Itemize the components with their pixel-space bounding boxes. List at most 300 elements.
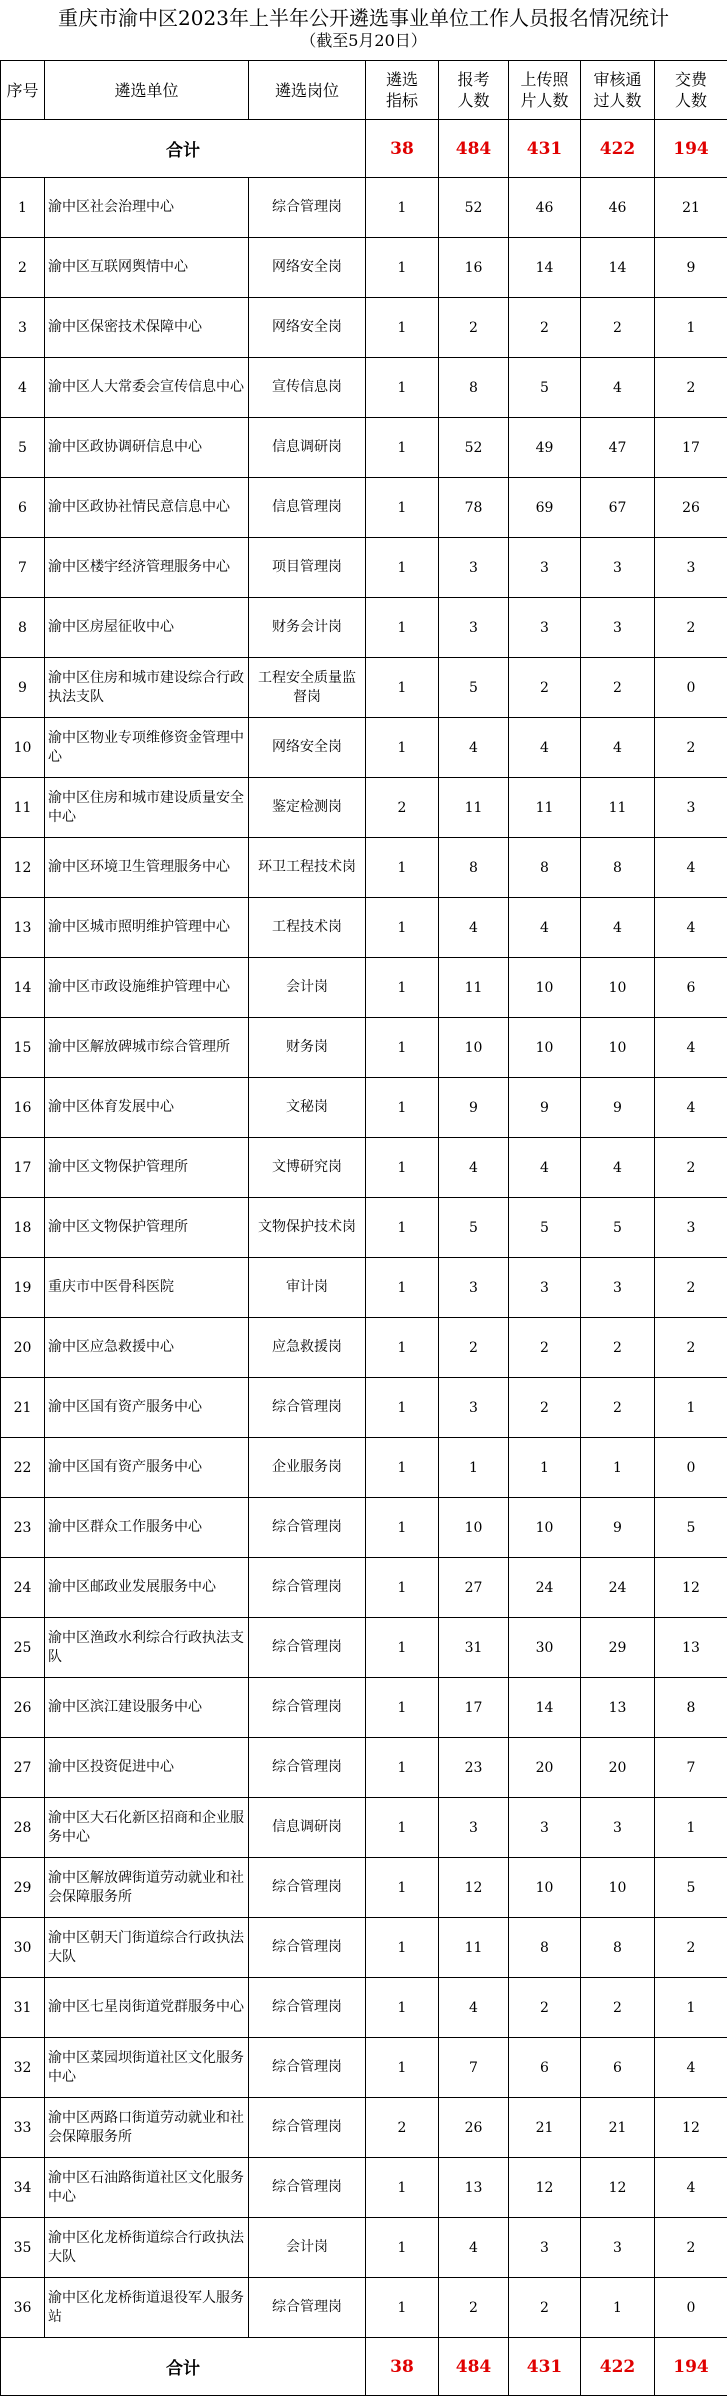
total-value: 38 [366,2338,439,2396]
table-row [1,1918,727,1978]
table-row [1,538,727,598]
unit-cell: 渝中区互联网舆情中心 [45,238,249,298]
number-cell: 1 [655,1378,727,1438]
unit-cell: 渝中区石油路街道社区文化服务中心 [45,2158,249,2218]
number-cell: 2 [439,2278,509,2338]
index-cell: 21 [1,1378,45,1438]
unit-cell: 渝中区市政设施维护管理中心 [45,958,249,1018]
total-value: 431 [509,2338,581,2396]
number-cell: 10 [581,958,655,1018]
number-cell: 3 [509,538,581,598]
table-row [1,238,727,298]
number-cell: 1 [366,898,439,958]
column-header-line: 人数 [674,91,707,110]
number-cell: 26 [655,478,727,538]
post-cell: 综合管理岗 [249,1978,366,2038]
unit-cell: 渝中区解放碑城市综合管理所 [45,1018,249,1078]
number-cell: 2 [655,718,727,778]
number-cell: 10 [581,1018,655,1078]
number-cell: 12 [439,1858,509,1918]
column-header-line: 上传照 [520,70,569,89]
unit-cell: 渝中区住房和城市建设质量安全中心 [45,778,249,838]
number-cell: 27 [439,1558,509,1618]
unit-cell: 渝中区七星岗街道党群服务中心 [45,1978,249,2038]
post-cell: 审计岗 [249,1258,366,1318]
total-row [1,120,727,178]
table-row [1,478,727,538]
index-cell: 6 [1,478,45,538]
unit-cell: 渝中区政协调研信息中心 [45,418,249,478]
number-cell: 5 [655,1498,727,1558]
table-row [1,1138,727,1198]
page-subtitle: （截至5月20日） [300,31,427,50]
number-cell: 11 [581,778,655,838]
number-cell: 17 [439,1678,509,1738]
number-cell: 3 [655,1198,727,1258]
post-cell: 财务会计岗 [249,598,366,658]
number-cell: 6 [509,2038,581,2098]
number-cell: 5 [509,1198,581,1258]
index-cell: 36 [1,2278,45,2338]
post-cell: 项目管理岗 [249,538,366,598]
unit-cell: 渝中区保密技术保障中心 [45,298,249,358]
number-cell: 4 [655,898,727,958]
number-cell: 3 [581,1798,655,1858]
number-cell: 1 [366,238,439,298]
column-header-line: 人数 [457,91,490,110]
number-cell: 3 [509,1258,581,1318]
index-cell: 32 [1,2038,45,2098]
table-row [1,958,727,1018]
unit-cell: 渝中区渔政水利综合行政执法支队 [45,1618,249,1678]
unit-cell: 渝中区群众工作服务中心 [45,1498,249,1558]
unit-cell: 渝中区住房和城市建设综合行政执法支队 [45,658,249,718]
post-cell: 财务岗 [249,1018,366,1078]
number-cell: 8 [655,1678,727,1738]
post-cell: 会计岗 [249,958,366,1018]
post-cell: 综合管理岗 [249,1378,366,1438]
post-cell: 综合管理岗 [249,178,366,238]
column-header [655,61,727,120]
post-cell: 综合管理岗 [249,2158,366,2218]
total-value: 194 [655,120,727,178]
number-cell: 0 [655,2278,727,2338]
number-cell: 12 [655,2098,727,2158]
index-cell: 2 [1,238,45,298]
index-cell: 4 [1,358,45,418]
number-cell: 1 [366,1138,439,1198]
post-cell: 应急救援岗 [249,1318,366,1378]
number-cell: 14 [509,1678,581,1738]
post-cell: 信息调研岗 [249,1798,366,1858]
unit-cell: 渝中区国有资产服务中心 [45,1378,249,1438]
post-cell: 网络安全岗 [249,298,366,358]
number-cell: 1 [581,1438,655,1498]
unit-cell: 渝中区化龙桥街道综合行政执法大队 [45,2218,249,2278]
table-row [1,838,727,898]
number-cell: 69 [509,478,581,538]
number-cell: 2 [509,2278,581,2338]
index-cell: 3 [1,298,45,358]
index-cell: 12 [1,838,45,898]
post-cell: 综合管理岗 [249,1498,366,1558]
unit-cell: 渝中区解放碑街道劳动就业和社会保障服务所 [45,1858,249,1918]
table-row [1,1978,727,2038]
number-cell: 7 [439,2038,509,2098]
total-row [1,2338,727,2396]
number-cell: 16 [439,238,509,298]
number-cell: 8 [439,838,509,898]
number-cell: 4 [655,2158,727,2218]
total-value: 484 [439,120,509,178]
number-cell: 2 [509,1378,581,1438]
number-cell: 1 [366,1318,439,1378]
number-cell: 1 [366,1078,439,1138]
post-cell: 综合管理岗 [249,1678,366,1738]
index-cell: 25 [1,1618,45,1678]
number-cell: 2 [509,658,581,718]
number-cell: 1 [366,958,439,1018]
number-cell: 1 [366,2038,439,2098]
number-cell: 1 [366,1198,439,1258]
total-value: 431 [509,120,581,178]
number-cell: 23 [439,1738,509,1798]
index-cell: 17 [1,1138,45,1198]
unit-cell: 渝中区政协社情民意信息中心 [45,478,249,538]
number-cell: 1 [366,538,439,598]
number-cell: 4 [581,718,655,778]
index-cell: 18 [1,1198,45,1258]
table-header-row [1,61,727,120]
post-cell: 网络安全岗 [249,718,366,778]
number-cell: 4 [509,1138,581,1198]
number-cell: 0 [655,658,727,718]
number-cell: 10 [581,1858,655,1918]
number-cell: 5 [439,1198,509,1258]
number-cell: 1 [655,1798,727,1858]
number-cell: 8 [509,838,581,898]
index-cell: 5 [1,418,45,478]
number-cell: 2 [655,1258,727,1318]
index-cell: 30 [1,1918,45,1978]
post-cell: 会计岗 [249,2218,366,2278]
unit-cell: 渝中区物业专项维修资金管理中心 [45,718,249,778]
number-cell: 3 [439,1798,509,1858]
number-cell: 6 [655,958,727,1018]
column-header [439,61,509,120]
total-label: 合计 [1,120,366,178]
unit-cell: 渝中区菜园坝街道社区文化服务中心 [45,2038,249,2098]
number-cell: 4 [439,898,509,958]
post-cell: 文博研究岗 [249,1138,366,1198]
number-cell: 1 [655,298,727,358]
number-cell: 46 [509,178,581,238]
number-cell: 1 [366,478,439,538]
number-cell: 10 [439,1018,509,1078]
table-row [1,778,727,838]
number-cell: 3 [439,538,509,598]
number-cell: 4 [655,1078,727,1138]
number-cell: 29 [581,1618,655,1678]
table-row [1,1258,727,1318]
column-header-line: 交费 [674,70,707,89]
number-cell: 47 [581,418,655,478]
number-cell: 1 [366,1378,439,1438]
column-header [1,61,45,120]
unit-cell: 渝中区应急救援中心 [45,1318,249,1378]
number-cell: 4 [439,1138,509,1198]
table-row [1,2218,727,2278]
table-row [1,1318,727,1378]
number-cell: 11 [439,958,509,1018]
post-cell: 综合管理岗 [249,1858,366,1918]
index-cell: 31 [1,1978,45,2038]
number-cell: 52 [439,178,509,238]
table-row [1,898,727,958]
number-cell: 2 [655,598,727,658]
number-cell: 2 [581,1318,655,1378]
number-cell: 1 [366,718,439,778]
number-cell: 3 [439,598,509,658]
index-cell: 34 [1,2158,45,2218]
column-header-line: 片人数 [520,91,569,110]
unit-cell: 重庆市中医骨科医院 [45,1258,249,1318]
index-cell: 10 [1,718,45,778]
table-row [1,1738,727,1798]
table-row [1,2278,727,2338]
post-cell: 综合管理岗 [249,1738,366,1798]
number-cell: 21 [509,2098,581,2158]
number-cell: 1 [366,2158,439,2218]
index-cell: 23 [1,1498,45,1558]
table-row [1,1858,727,1918]
table-row [1,1498,727,1558]
number-cell: 1 [581,2278,655,2338]
column-header-line: 遴选单位 [114,80,179,100]
number-cell: 3 [581,2218,655,2278]
table-row [1,1018,727,1078]
number-cell: 1 [366,1798,439,1858]
table-row [1,298,727,358]
number-cell: 2 [655,1318,727,1378]
number-cell: 2 [581,1978,655,2038]
number-cell: 49 [509,418,581,478]
column-header-line: 遴选岗位 [274,80,339,100]
number-cell: 7 [655,1738,727,1798]
number-cell: 10 [509,1018,581,1078]
index-cell: 29 [1,1858,45,1918]
number-cell: 3 [581,1258,655,1318]
number-cell: 5 [509,358,581,418]
number-cell: 2 [655,2218,727,2278]
column-header-line: 报考 [457,70,490,89]
number-cell: 4 [655,838,727,898]
number-cell: 1 [655,1978,727,2038]
post-cell: 工程安全质量监督岗 [249,658,366,718]
number-cell: 12 [655,1558,727,1618]
unit-cell: 渝中区化龙桥街道退役军人服务站 [45,2278,249,2338]
statistics-table [0,60,727,2396]
number-cell: 46 [581,178,655,238]
index-cell: 16 [1,1078,45,1138]
column-header-line: 审核通 [593,70,642,89]
table-row [1,1438,727,1498]
number-cell: 31 [439,1618,509,1678]
number-cell: 11 [509,778,581,838]
post-cell: 综合管理岗 [249,2098,366,2158]
number-cell: 2 [581,298,655,358]
number-cell: 14 [509,238,581,298]
number-cell: 26 [439,2098,509,2158]
post-cell: 综合管理岗 [249,1618,366,1678]
number-cell: 4 [439,718,509,778]
column-header-line: 指标 [385,91,418,110]
number-cell: 9 [581,1078,655,1138]
unit-cell: 渝中区大石化新区招商和企业服务中心 [45,1798,249,1858]
number-cell: 4 [655,1018,727,1078]
number-cell: 1 [366,1018,439,1078]
number-cell: 1 [366,1738,439,1798]
total-label: 合计 [1,2338,366,2396]
post-cell: 鉴定检测岗 [249,778,366,838]
index-cell: 33 [1,2098,45,2158]
unit-cell: 渝中区人大常委会宣传信息中心 [45,358,249,418]
page-title-block [0,0,727,60]
number-cell: 10 [509,958,581,1018]
number-cell: 2 [509,1978,581,2038]
table-row [1,1198,727,1258]
number-cell: 1 [366,838,439,898]
table-row [1,1798,727,1858]
number-cell: 24 [581,1558,655,1618]
unit-cell: 渝中区社会治理中心 [45,178,249,238]
number-cell: 2 [509,298,581,358]
table-row [1,2098,727,2158]
index-cell: 13 [1,898,45,958]
number-cell: 3 [581,538,655,598]
number-cell: 2 [366,778,439,838]
number-cell: 10 [509,1858,581,1918]
page-title: 重庆市渝中区2023年上半年公开遴选事业单位工作人员报名情况统计 [58,6,669,30]
unit-cell: 渝中区滨江建设服务中心 [45,1678,249,1738]
number-cell: 1 [509,1438,581,1498]
index-cell: 24 [1,1558,45,1618]
number-cell: 1 [366,1618,439,1678]
total-value: 194 [655,2338,727,2396]
number-cell: 2 [439,1318,509,1378]
number-cell: 13 [581,1678,655,1738]
number-cell: 1 [366,1438,439,1498]
number-cell: 8 [581,838,655,898]
column-header-line: 过人数 [593,91,642,110]
table-row [1,1678,727,1738]
table-row [1,1078,727,1138]
number-cell: 67 [581,478,655,538]
number-cell: 11 [439,778,509,838]
number-cell: 4 [439,1978,509,2038]
number-cell: 1 [366,1918,439,1978]
post-cell: 综合管理岗 [249,1558,366,1618]
unit-cell: 渝中区两路口街道劳动就业和社会保障服务所 [45,2098,249,2158]
number-cell: 5 [581,1198,655,1258]
index-cell: 14 [1,958,45,1018]
number-cell: 21 [655,178,727,238]
number-cell: 3 [581,598,655,658]
number-cell: 3 [655,778,727,838]
unit-cell: 渝中区城市照明维护管理中心 [45,898,249,958]
index-cell: 19 [1,1258,45,1318]
column-header-line: 序号 [6,80,39,100]
number-cell: 78 [439,478,509,538]
index-cell: 27 [1,1738,45,1798]
number-cell: 3 [509,2218,581,2278]
number-cell: 4 [581,358,655,418]
table-row [1,2158,727,2218]
number-cell: 52 [439,418,509,478]
index-cell: 7 [1,538,45,598]
unit-cell: 渝中区国有资产服务中心 [45,1438,249,1498]
unit-cell: 渝中区文物保护管理所 [45,1138,249,1198]
number-cell: 4 [509,718,581,778]
column-header [249,61,366,120]
index-cell: 20 [1,1318,45,1378]
number-cell: 1 [366,418,439,478]
number-cell: 2 [581,1378,655,1438]
table-row [1,1558,727,1618]
table-row [1,718,727,778]
number-cell: 6 [581,2038,655,2098]
unit-cell: 渝中区体育发展中心 [45,1078,249,1138]
total-value: 422 [581,120,655,178]
number-cell: 2 [366,2098,439,2158]
post-cell: 信息调研岗 [249,418,366,478]
number-cell: 8 [581,1918,655,1978]
number-cell: 3 [655,538,727,598]
number-cell: 20 [509,1738,581,1798]
table-row [1,598,727,658]
table-row [1,658,727,718]
unit-cell: 渝中区房屋征收中心 [45,598,249,658]
unit-cell: 渝中区投资促进中心 [45,1738,249,1798]
number-cell: 21 [581,2098,655,2158]
post-cell: 工程技术岗 [249,898,366,958]
post-cell: 文物保护技术岗 [249,1198,366,1258]
number-cell: 1 [366,598,439,658]
post-cell: 文秘岗 [249,1078,366,1138]
number-cell: 2 [509,1318,581,1378]
number-cell: 1 [366,1858,439,1918]
number-cell: 5 [655,1858,727,1918]
number-cell: 30 [509,1618,581,1678]
index-cell: 28 [1,1798,45,1858]
index-cell: 22 [1,1438,45,1498]
number-cell: 13 [655,1618,727,1678]
unit-cell: 渝中区文物保护管理所 [45,1198,249,1258]
number-cell: 2 [581,658,655,718]
index-cell: 15 [1,1018,45,1078]
index-cell: 1 [1,178,45,238]
number-cell: 1 [366,1978,439,2038]
table-row [1,2038,727,2098]
post-cell: 宣传信息岗 [249,358,366,418]
number-cell: 12 [509,2158,581,2218]
column-header-line: 遴选 [385,70,418,89]
number-cell: 3 [439,1258,509,1318]
number-cell: 4 [439,2218,509,2278]
total-value: 38 [366,120,439,178]
index-cell: 26 [1,1678,45,1738]
number-cell: 9 [655,238,727,298]
